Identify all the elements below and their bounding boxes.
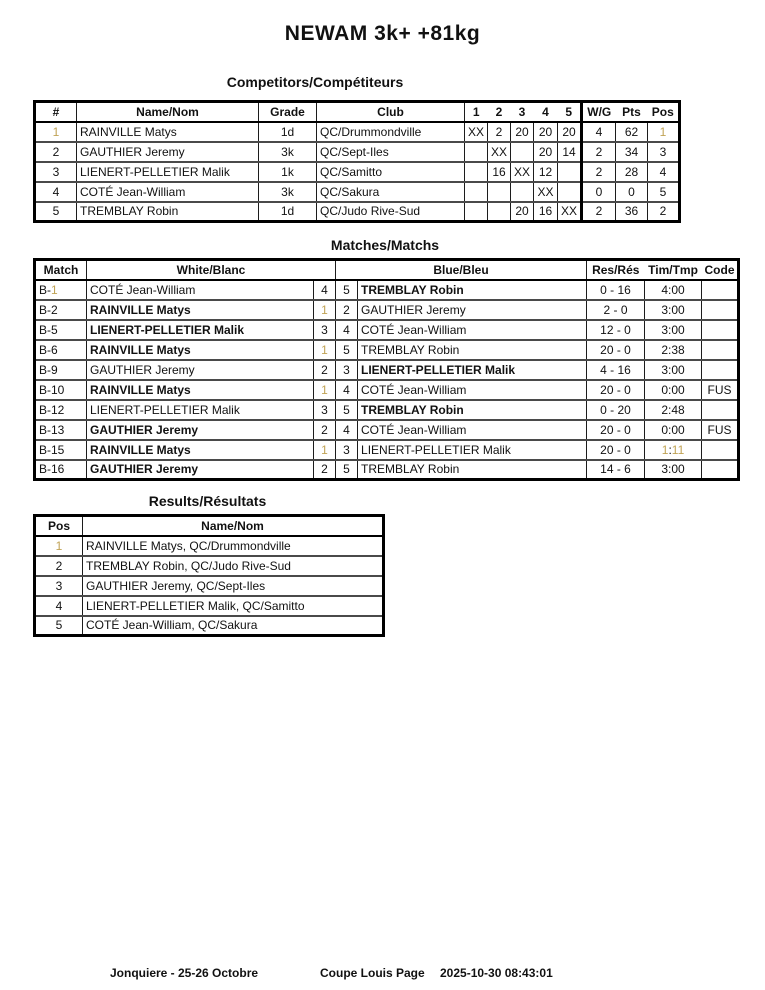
match-time: 0:00: [645, 420, 702, 440]
competitor-score-2: 2: [488, 122, 511, 142]
match-id: B-5: [35, 320, 87, 340]
match-row: [35, 320, 739, 340]
competitor-club: QC/Drummondville: [317, 122, 465, 142]
match-id: B-10: [35, 380, 87, 400]
match-code: FUS: [702, 380, 739, 400]
white-number: 3: [314, 400, 336, 420]
matches-table: [33, 258, 740, 481]
match-id: B-6: [35, 340, 87, 360]
competitor-score-3: 20: [511, 122, 534, 142]
competitor-score-1: XX: [465, 122, 488, 142]
match-id: B-2: [35, 300, 87, 320]
competitor-position: 3: [648, 142, 680, 162]
header-name: Name/Nom: [77, 102, 259, 122]
header-club: Club: [317, 102, 465, 122]
blue-number: 5: [336, 340, 358, 360]
matches-header-row: [35, 260, 739, 280]
result-name: COTÉ Jean-William, QC/Sakura: [83, 616, 384, 636]
header-round-2: 2: [488, 102, 511, 122]
competitor-position: 2: [648, 202, 680, 222]
header-number: #: [35, 102, 77, 122]
white-number: 1: [314, 340, 336, 360]
white-name: LIENERT-PELLETIER Malik: [87, 320, 314, 340]
match-time: 2:48: [645, 400, 702, 420]
header-blue: Blue/Bleu: [336, 260, 587, 280]
competitor-row: [35, 202, 680, 222]
competitor-row: [35, 122, 680, 142]
result-row: [35, 536, 384, 556]
match-row: [35, 400, 739, 420]
match-result: 20 - 0: [587, 420, 645, 440]
blue-number: 3: [336, 440, 358, 460]
white-name: LIENERT-PELLETIER Malik: [87, 400, 314, 420]
header-round-3: 3: [511, 102, 534, 122]
blue-name: TREMBLAY Robin: [358, 460, 587, 480]
match-result: 14 - 6: [587, 460, 645, 480]
blue-name: TREMBLAY Robin: [358, 280, 587, 300]
competitor-score-2: [488, 182, 511, 202]
white-number: 2: [314, 460, 336, 480]
match-row: [35, 440, 739, 460]
competitor-name: TREMBLAY Robin: [77, 202, 259, 222]
competitor-wins: 2: [582, 162, 616, 182]
competitor-wins: 0: [582, 182, 616, 202]
result-name: GAUTHIER Jeremy, QC/Sept-Iles: [83, 576, 384, 596]
competitor-score-2: XX: [488, 142, 511, 162]
white-number: 1: [314, 380, 336, 400]
white-name: RAINVILLE Matys: [87, 380, 314, 400]
match-row: [35, 280, 739, 300]
white-number: 2: [314, 420, 336, 440]
match-row: [35, 380, 739, 400]
header-points: Pts: [616, 102, 648, 122]
header-position: Pos: [648, 102, 680, 122]
competitor-number: 3: [35, 162, 77, 182]
match-result: 4 - 16: [587, 360, 645, 380]
header-code: Code: [702, 260, 739, 280]
competitor-row: [35, 182, 680, 202]
result-row: [35, 556, 384, 576]
match-row: [35, 300, 739, 320]
competitor-score-3: 20: [511, 202, 534, 222]
match-result: 20 - 0: [587, 340, 645, 360]
competitor-score-3: [511, 182, 534, 202]
competitor-points: 62: [616, 122, 648, 142]
blue-name: GAUTHIER Jeremy: [358, 300, 587, 320]
white-name: GAUTHIER Jeremy: [87, 360, 314, 380]
competitor-points: 0: [616, 182, 648, 202]
competitor-number: 5: [35, 202, 77, 222]
competitor-score-1: [465, 202, 488, 222]
header-grade: Grade: [259, 102, 317, 122]
result-position: 3: [35, 576, 83, 596]
blue-name: COTÉ Jean-William: [358, 380, 587, 400]
match-time: 3:00: [645, 460, 702, 480]
result-row: [35, 616, 384, 636]
white-number: 3: [314, 320, 336, 340]
competitor-score-4: 16: [534, 202, 558, 222]
match-code: [702, 320, 739, 340]
competitor-number: 2: [35, 142, 77, 162]
competitor-number: 1: [35, 122, 77, 142]
header-name: Name/Nom: [83, 516, 384, 536]
competitor-club: QC/Sakura: [317, 182, 465, 202]
competitor-position: 1: [648, 122, 680, 142]
competitor-name: GAUTHIER Jeremy: [77, 142, 259, 162]
blue-number: 4: [336, 320, 358, 340]
white-name: RAINVILLE Matys: [87, 340, 314, 360]
white-name: COTÉ Jean-William: [87, 280, 314, 300]
result-position: 2: [35, 556, 83, 576]
blue-number: 5: [336, 280, 358, 300]
competitor-club: QC/Samitto: [317, 162, 465, 182]
white-number: 2: [314, 360, 336, 380]
competitor-grade: 1d: [259, 202, 317, 222]
match-code: [702, 440, 739, 460]
competitor-number: 4: [35, 182, 77, 202]
blue-number: 3: [336, 360, 358, 380]
result-position: 1: [35, 536, 83, 556]
header-time: Tim/Tmp: [645, 260, 702, 280]
competitor-score-1: [465, 142, 488, 162]
matches-section-title: Matches/Matchs: [330, 237, 440, 253]
results-table: [33, 514, 385, 637]
white-number: 1: [314, 440, 336, 460]
competitor-position: 4: [648, 162, 680, 182]
blue-number: 2: [336, 300, 358, 320]
result-position: 4: [35, 596, 83, 616]
match-time: 3:00: [645, 360, 702, 380]
results-section-title: Results/Résultats: [148, 493, 267, 509]
competitor-row: [35, 162, 680, 182]
white-name: GAUTHIER Jeremy: [87, 420, 314, 440]
match-id: B-12: [35, 400, 87, 420]
match-result: 12 - 0: [587, 320, 645, 340]
competitor-name: LIENERT-PELLETIER Malik: [77, 162, 259, 182]
match-code: [702, 400, 739, 420]
match-code: [702, 300, 739, 320]
header-position: Pos: [35, 516, 83, 536]
competitor-club: QC/Sept-Iles: [317, 142, 465, 162]
footer-program-name: Coupe Louis Page: [320, 966, 425, 980]
competitor-score-5: [558, 162, 582, 182]
competitor-wins: 2: [582, 202, 616, 222]
blue-name: TREMBLAY Robin: [358, 340, 587, 360]
competitor-score-5: 20: [558, 122, 582, 142]
competitor-grade: 3k: [259, 142, 317, 162]
competitor-score-2: [488, 202, 511, 222]
competitor-score-4: 20: [534, 122, 558, 142]
match-id: B-13: [35, 420, 87, 440]
header-round-1: 1: [465, 102, 488, 122]
match-time: 4:00: [645, 280, 702, 300]
header-result: Res/Rés: [587, 260, 645, 280]
competitor-points: 36: [616, 202, 648, 222]
results-header-row: [35, 516, 384, 536]
blue-name: LIENERT-PELLETIER Malik: [358, 440, 587, 460]
header-match: Match: [35, 260, 87, 280]
result-name: TREMBLAY Robin, QC/Judo Rive-Sud: [83, 556, 384, 576]
competitors-header-row: [35, 102, 680, 122]
match-id: B-9: [35, 360, 87, 380]
match-row: [35, 340, 739, 360]
match-time: 2:38: [645, 340, 702, 360]
match-id: B-15: [35, 440, 87, 460]
competitor-wins: 2: [582, 142, 616, 162]
white-number: 1: [314, 300, 336, 320]
competitor-name: COTÉ Jean-William: [77, 182, 259, 202]
competitor-score-4: XX: [534, 182, 558, 202]
result-row: [35, 576, 384, 596]
white-name: RAINVILLE Matys: [87, 300, 314, 320]
blue-number: 4: [336, 420, 358, 440]
competitor-wins: 4: [582, 122, 616, 142]
match-id: B-1: [35, 280, 87, 300]
result-position: 5: [35, 616, 83, 636]
page-title: NEWAM 3k+ +81kg: [284, 22, 481, 45]
match-result: 0 - 20: [587, 400, 645, 420]
competitors-section-title: Competitors/Compétiteurs: [226, 74, 404, 90]
match-row: [35, 420, 739, 440]
match-time: 3:00: [645, 320, 702, 340]
competitor-score-3: [511, 142, 534, 162]
match-code: [702, 360, 739, 380]
competitor-score-5: [558, 182, 582, 202]
competitor-position: 5: [648, 182, 680, 202]
competitor-score-5: XX: [558, 202, 582, 222]
competitor-club: QC/Judo Rive-Sud: [317, 202, 465, 222]
competitor-name: RAINVILLE Matys: [77, 122, 259, 142]
result-name: RAINVILLE Matys, QC/Drummondville: [83, 536, 384, 556]
footer-event-name: Jonquiere - 25-26 Octobre: [110, 966, 259, 980]
footer-timestamp: 2025-10-30 08:43:01: [440, 966, 553, 980]
match-code: [702, 280, 739, 300]
result-name: LIENERT-PELLETIER Malik, QC/Samitto: [83, 596, 384, 616]
header-round-5: 5: [558, 102, 582, 122]
match-code: [702, 340, 739, 360]
match-time: 1:11: [645, 440, 702, 460]
competitor-score-1: [465, 162, 488, 182]
blue-name: COTÉ Jean-William: [358, 420, 587, 440]
blue-name: TREMBLAY Robin: [358, 400, 587, 420]
blue-number: 5: [336, 460, 358, 480]
competitor-score-5: 14: [558, 142, 582, 162]
match-id: B-16: [35, 460, 87, 480]
white-name: GAUTHIER Jeremy: [87, 460, 314, 480]
match-result: 20 - 0: [587, 380, 645, 400]
competitor-grade: 1k: [259, 162, 317, 182]
blue-name: COTÉ Jean-William: [358, 320, 587, 340]
competitor-grade: 3k: [259, 182, 317, 202]
competitor-grade: 1d: [259, 122, 317, 142]
match-result: 20 - 0: [587, 440, 645, 460]
blue-name: LIENERT-PELLETIER Malik: [358, 360, 587, 380]
white-name: RAINVILLE Matys: [87, 440, 314, 460]
header-wins: W/G: [582, 102, 616, 122]
competitor-row: [35, 142, 680, 162]
match-result: 2 - 0: [587, 300, 645, 320]
header-round-4: 4: [534, 102, 558, 122]
match-time: 0:00: [645, 380, 702, 400]
competitor-score-3: XX: [511, 162, 534, 182]
competitor-score-4: 12: [534, 162, 558, 182]
match-code: FUS: [702, 420, 739, 440]
competitor-points: 28: [616, 162, 648, 182]
white-number: 4: [314, 280, 336, 300]
header-white: White/Blanc: [87, 260, 336, 280]
competitor-points: 34: [616, 142, 648, 162]
result-row: [35, 596, 384, 616]
competitor-score-2: 16: [488, 162, 511, 182]
competitors-table: [33, 100, 681, 223]
match-row: [35, 360, 739, 380]
match-code: [702, 460, 739, 480]
match-result: 0 - 16: [587, 280, 645, 300]
blue-number: 5: [336, 400, 358, 420]
match-row: [35, 460, 739, 480]
competitor-score-1: [465, 182, 488, 202]
blue-number: 4: [336, 380, 358, 400]
competitor-score-4: 20: [534, 142, 558, 162]
match-time: 3:00: [645, 300, 702, 320]
